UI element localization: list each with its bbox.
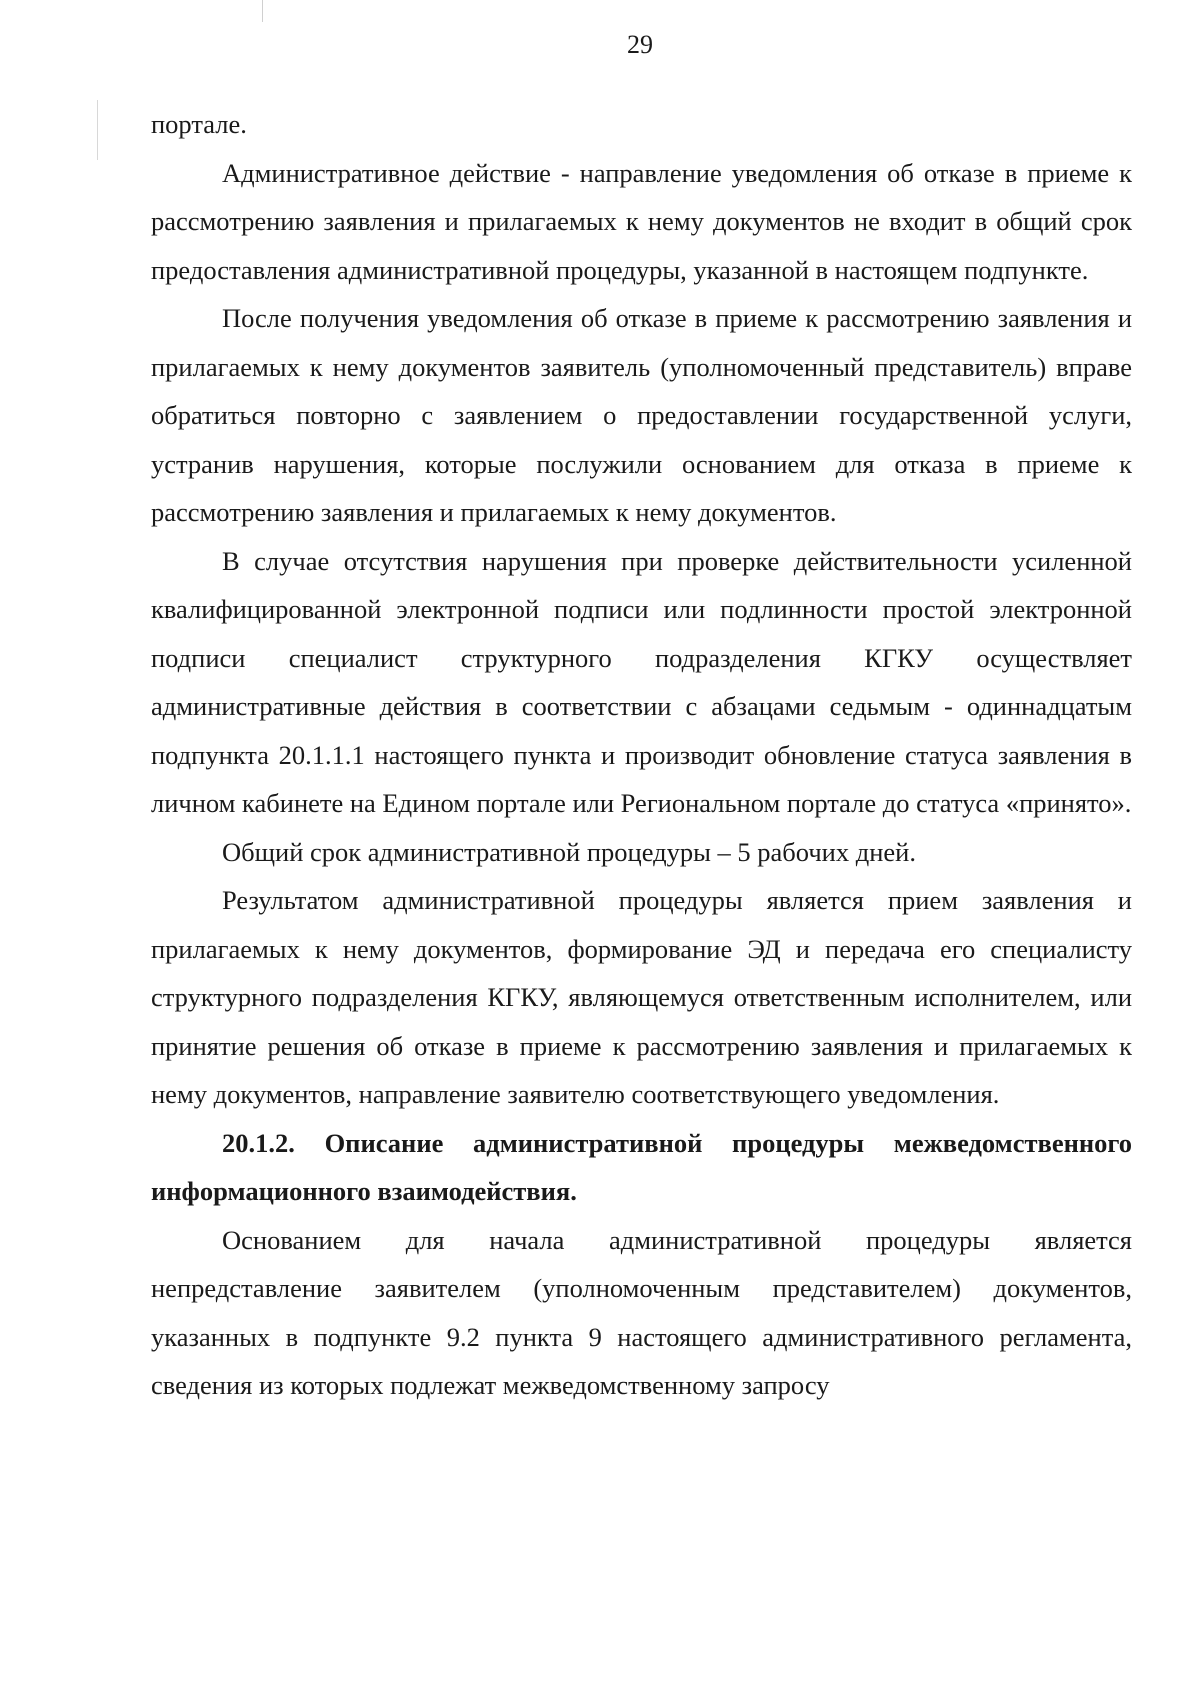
scan-artifact-mark	[262, 0, 263, 22]
section-heading: 20.1.2. Описание административной процедуры межведомственного информационного взаимодействия.	[151, 1127, 1132, 1206]
paragraph: Результатом административной процедуры является прием заявления и прилагаемых к нему документов, формирование ЭД и передача его специалисту структурного подразделения КГКУ, являющемуся ответственным исполнителем, или принятие решения об отказе в приеме к рассмотрению заявления и прилагаемых к нему документов, направление заявителю соответствующего уведомления.	[151, 885, 1132, 1109]
document-body	[151, 100, 1132, 1410]
paragraph: портале.	[151, 109, 247, 139]
paragraph: В случае отсутствия нарушения при проверке действительности усиленной квалифицированной электронной подписи или подлинности простой электронной подписи специалист структурного подразделения КГКУ осуществляет административные действия в соответствии с абзацами седьмым - одиннадцатым подпункта 20.1.1.1 настоящего пункта и производит обновление статуса заявления в личном кабинете на Едином портале или Региональном портале до статуса «принято».	[151, 545, 1132, 818]
page-number: 29	[627, 30, 653, 59]
paragraph: Административное действие - направление уведомления об отказе в приеме к рассмотрению заявления и прилагаемых к нему документов не входит в общий срок предоставления административной процедуры, указанной в настоящем подпункте.	[151, 157, 1132, 285]
paragraph: Основанием для начала административной процедуры является непредставление заявителем (уполномоченным представителем) документов, указанных в подпункте 9.2 пункта 9 настоящего административного регламента, сведения из которых подлежат межведомственному запросу	[151, 1224, 1132, 1400]
paragraph: После получения уведомления об отказе в приеме к рассмотрению заявления и прилагаемых к нему документов заявитель (уполномоченный представитель) вправе обратиться повторно с заявлением о предоставлении государственной услуги, устранив нарушения, которые послужили основанием для отказа в приеме к рассмотрению заявления и прилагаемых к нему документов.	[151, 303, 1132, 527]
scan-margin-line	[97, 100, 98, 160]
paragraph: Общий срок административной процедуры – 5 рабочих дней.	[222, 836, 916, 867]
